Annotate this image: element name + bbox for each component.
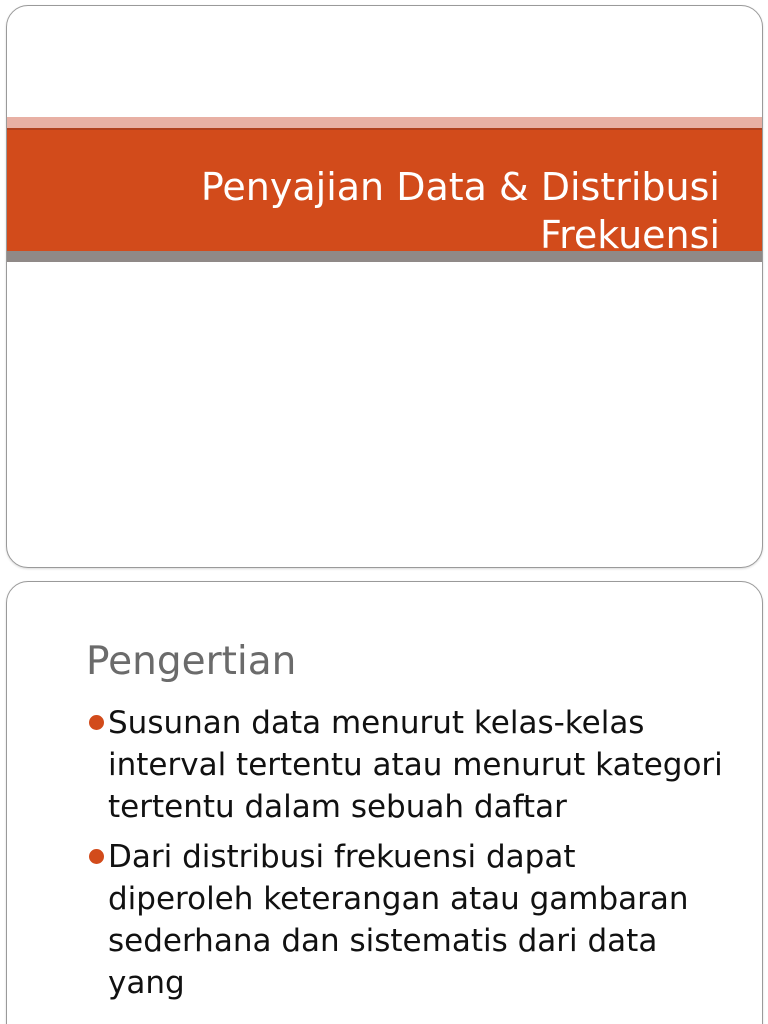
slide-2[interactable] [6, 581, 763, 1024]
bullet-dot-icon [89, 715, 104, 730]
bullet-list [87, 702, 727, 1012]
list-item [87, 836, 727, 1004]
bullet-dot-icon [89, 849, 104, 864]
bullet-text: Susunan data menurut kelas-kelas interval tertentu atau menurut kategori tertentu dalam sebuah daftar [108, 705, 723, 825]
title-band-accent-top [7, 117, 762, 128]
bullet-text: Dari distribusi frekuensi dapat diperoleh keterangan atau gambaran sederhana dan sistematis dari data yang [108, 839, 689, 1001]
section-heading: Pengertian [86, 639, 297, 684]
slide-1[interactable] [6, 5, 763, 568]
list-item [87, 702, 727, 828]
slide-title: Penyajian Data & Distribusi Frekuensi [200, 165, 720, 257]
